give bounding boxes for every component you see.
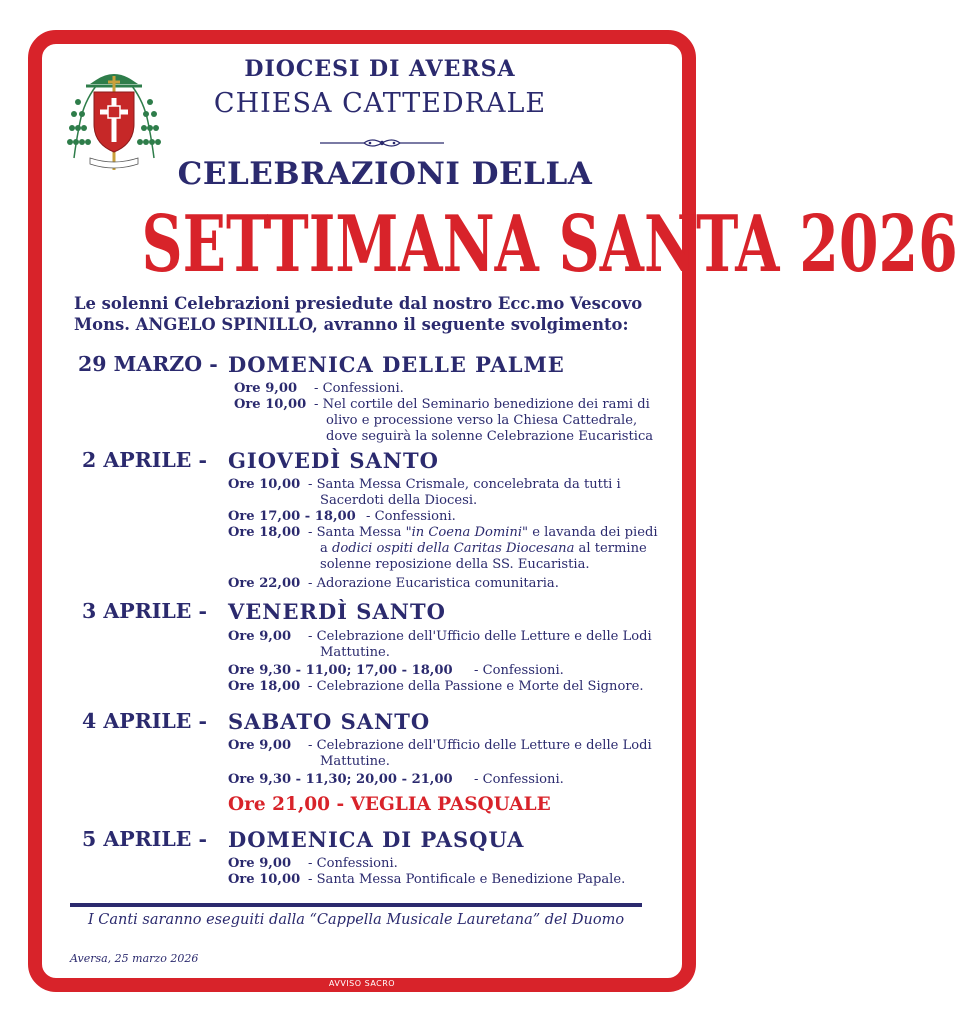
issue-date: Aversa, 25 marzo 2026 — [70, 952, 199, 965]
day-name: DOMENICA DI PASQUA — [228, 827, 525, 852]
easter-vigil-highlight: Ore 21,00 - VEGLIA PASQUALE — [228, 794, 551, 815]
intro-line-1: Le solenni Celebrazioni presiedute dal nostro Ecc.mo Vescovo — [74, 294, 643, 313]
day-date: 29 MARZO - — [78, 352, 218, 376]
day-date: 3 APRILE - — [82, 599, 208, 623]
day-date: 4 APRILE - — [82, 709, 208, 733]
day-date: 5 APRILE - — [82, 827, 208, 851]
footer-note: I Canti saranno eseguiti dalla “Cappella Musicale Lauretana” del Duomo — [87, 912, 625, 928]
day-name: DOMENICA DELLE PALME — [228, 352, 565, 377]
diocese-name: DIOCESI DI AVERSA — [244, 56, 516, 82]
divider-ornament-icon — [320, 136, 444, 150]
day-name: GIOVEDÌ SANTO — [228, 448, 439, 473]
footer-divider — [70, 903, 642, 907]
avviso-sacro-label: AVVISO SACRO — [328, 979, 396, 988]
intro-text — [74, 293, 674, 335]
church-name: CHIESA CATTEDRALE — [213, 88, 547, 119]
day-date: 2 APRILE - — [82, 448, 208, 472]
intro-line-2: Mons. ANGELO SPINILLO, avranno il seguente svolgimento: — [74, 315, 629, 334]
day-name: SABATO SANTO — [228, 709, 431, 734]
celebrations-heading: CELEBRAZIONI DELLA — [177, 156, 593, 192]
day-name: VENERDÌ SANTO — [228, 599, 446, 624]
page-title: SETTIMANA SANTA 2026 — [141, 199, 958, 290]
